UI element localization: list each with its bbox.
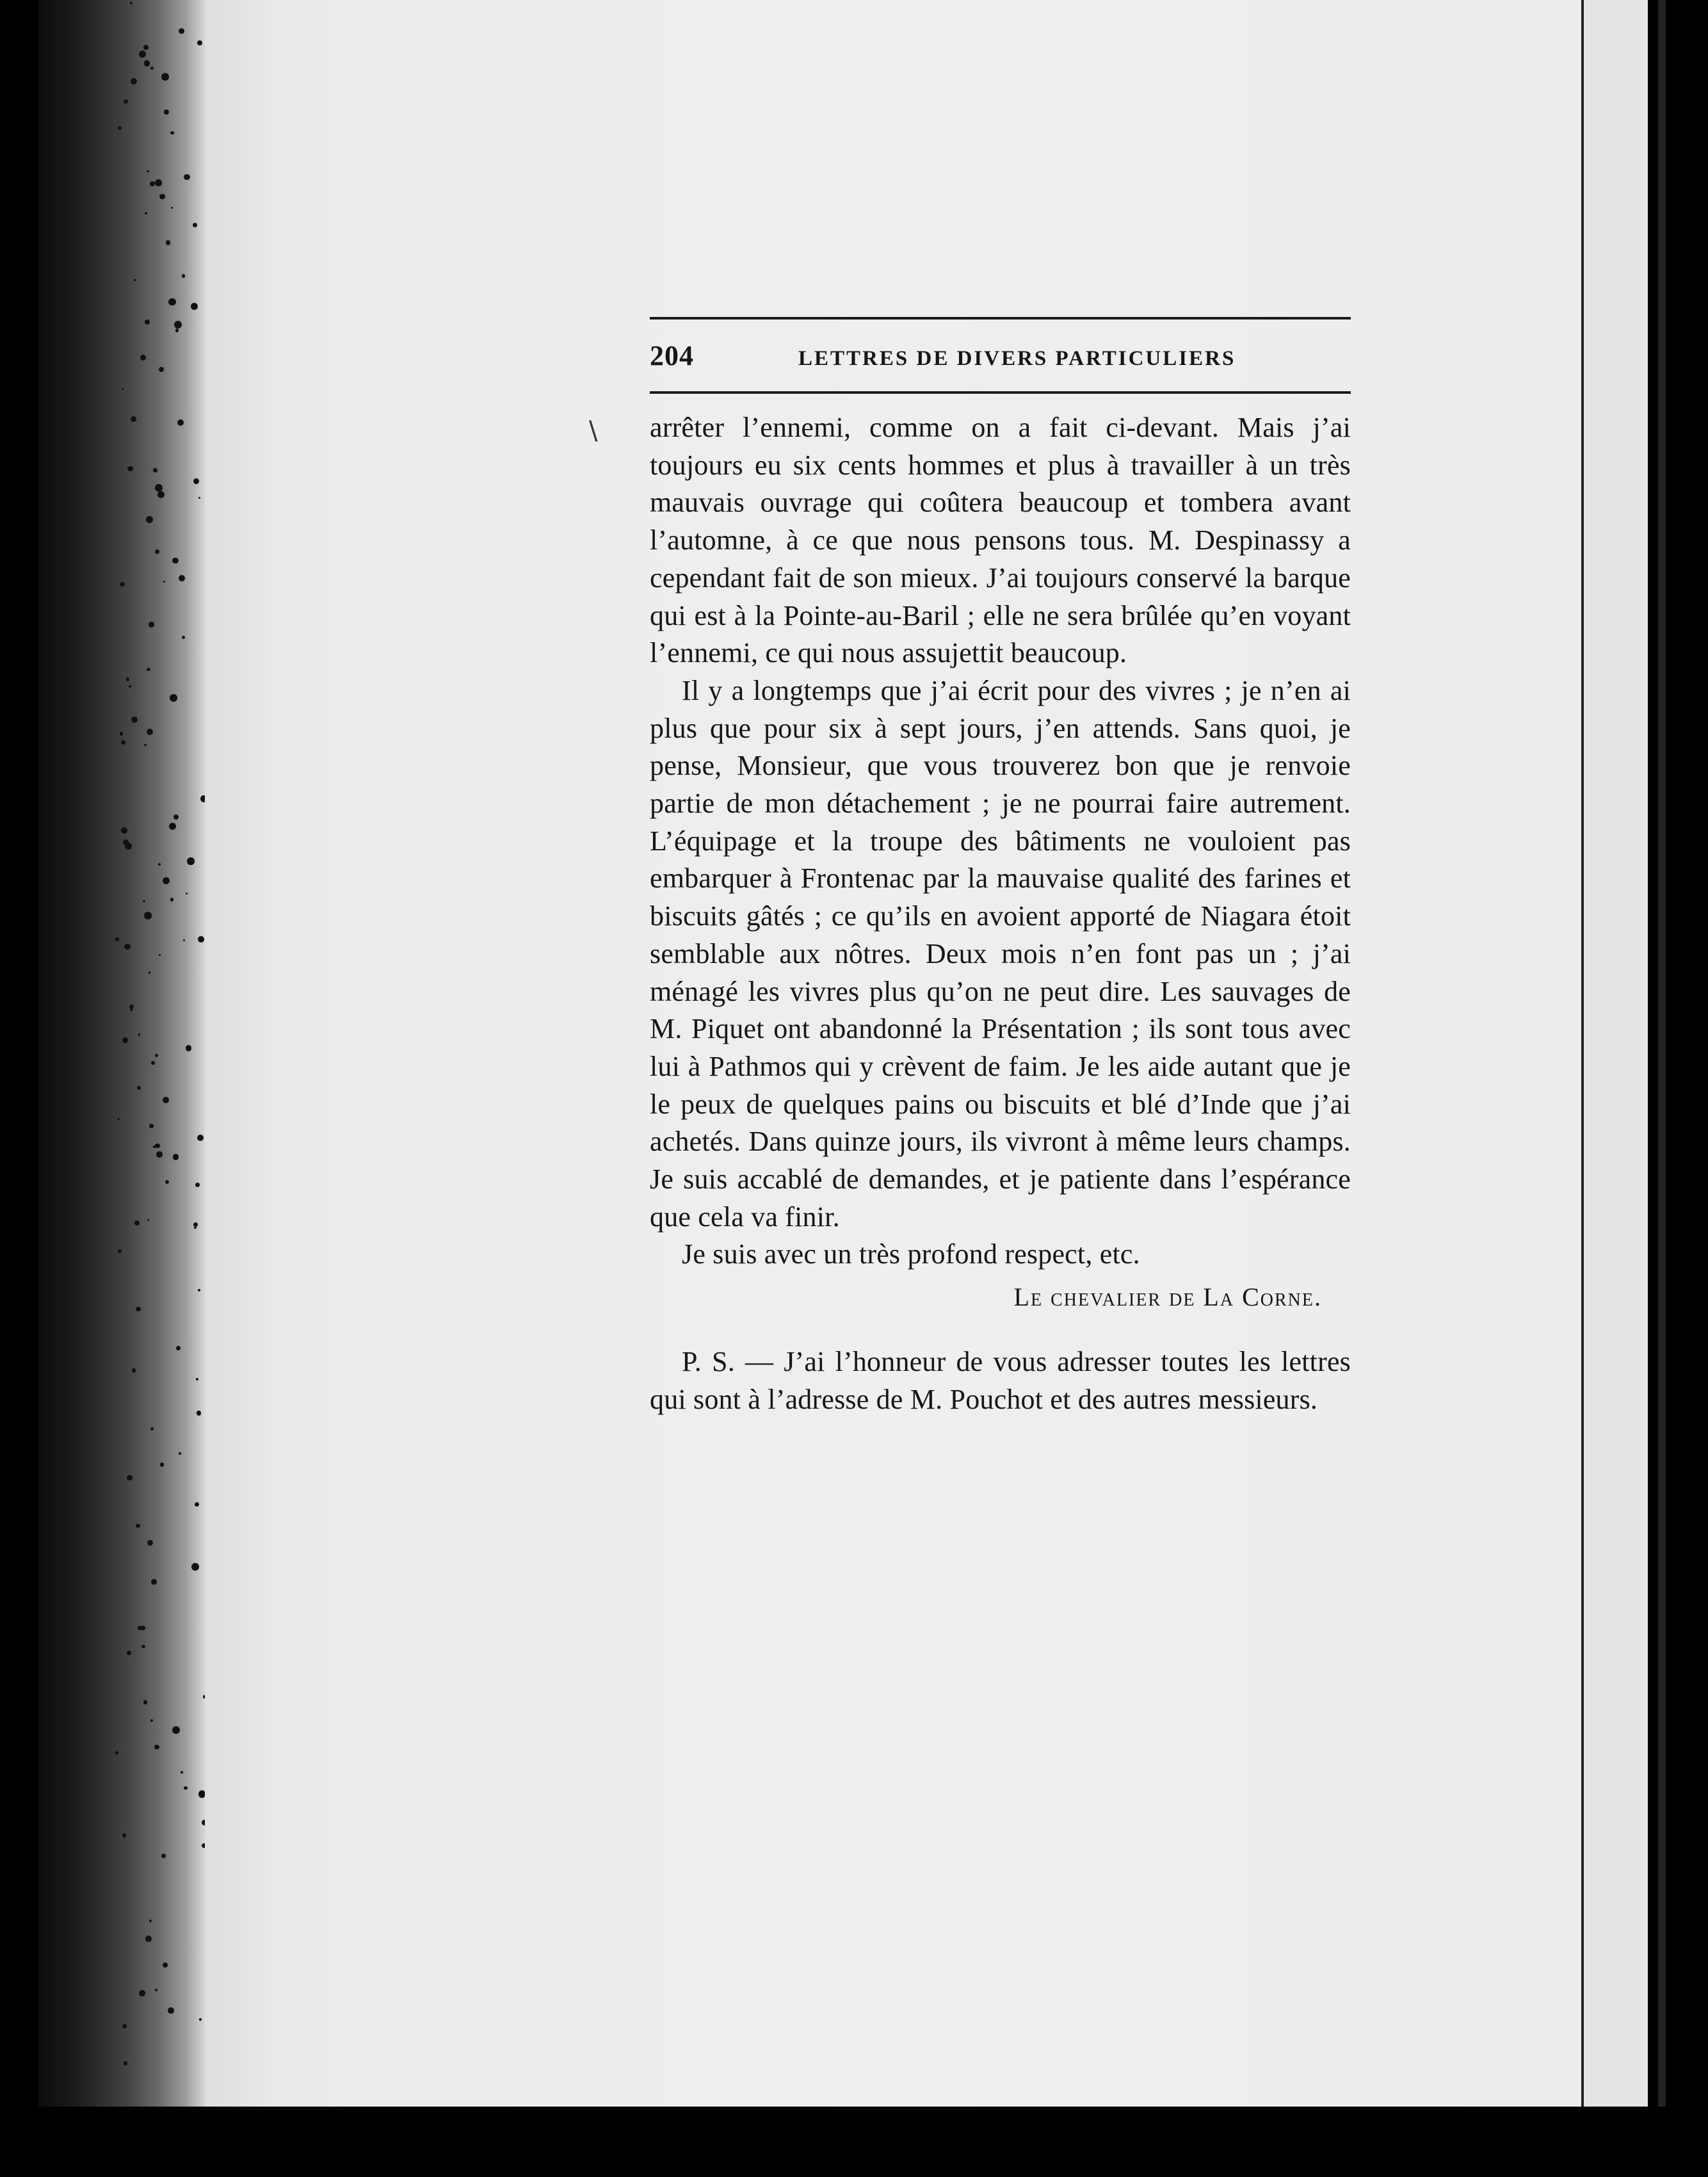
scan-speck	[155, 1054, 158, 1057]
scan-speck	[163, 1963, 168, 1968]
scan-speck	[186, 1045, 192, 1051]
scan-speck	[132, 1368, 136, 1373]
signature: Le chevalier de La Corne.	[1013, 1283, 1322, 1312]
scan-speck	[184, 1786, 187, 1790]
scan-speck	[154, 1745, 159, 1749]
scan-speck	[193, 478, 199, 484]
scan-speck	[127, 1475, 132, 1480]
paragraph: arrêter l’ennemi, comme on a fait ci-devant. Mais j’ai toujours eu six cents hommes et plus à travailler à un très mauvais ouvrage qui coûtera beaucoup et tombera avant l’automne, à ce que nous pensons tous. M. Despinassy a cependant fait de son mieux. J’ai toujours conservé la barque qui est à la Pointe-au-Baril ; elle ne sera brûlée qu’en voyant l’ennemi, ce qui nous assujettit beaucoup.	[650, 412, 1351, 669]
scan-speck	[156, 1151, 163, 1158]
scan-speck	[183, 939, 185, 941]
scan-speck	[144, 744, 146, 746]
header-rule-top	[650, 317, 1351, 320]
scan-speck	[151, 1579, 156, 1584]
scan-speck	[150, 1427, 154, 1430]
scan-speck	[191, 1563, 199, 1571]
scan-speck	[144, 912, 152, 919]
scan-speck	[186, 893, 188, 894]
scan-speck	[149, 1124, 154, 1128]
scan-speck	[139, 1990, 145, 1996]
scan-speck	[124, 944, 131, 950]
scan-speck	[136, 1524, 140, 1528]
scan-speck	[170, 694, 177, 702]
scan-speck	[149, 1920, 152, 1922]
scan-speck	[145, 320, 150, 325]
running-head	[650, 334, 1351, 378]
scan-speck	[170, 898, 173, 901]
scan-speck	[117, 1118, 120, 1121]
scan-speck	[155, 1144, 159, 1148]
scan-speck	[195, 1183, 200, 1187]
scan-speck	[194, 1227, 197, 1229]
text-block	[650, 317, 1351, 1418]
scan-speck	[147, 668, 150, 671]
scan-speck	[124, 2061, 128, 2066]
scan-speck	[198, 1289, 200, 1291]
scan-speck	[184, 174, 189, 180]
scan-speck	[155, 179, 162, 186]
scan-speck	[149, 622, 154, 627]
scan-speck	[122, 388, 124, 391]
scan-speck	[196, 1378, 198, 1380]
margin-speck: \	[589, 416, 598, 446]
scan-speck	[155, 484, 163, 492]
scan-speck	[147, 729, 153, 735]
scan-speck	[198, 497, 201, 499]
scan-speck	[145, 212, 147, 214]
scan-speck	[120, 582, 124, 587]
scan-speck	[179, 28, 184, 34]
scan-speck	[197, 1411, 201, 1415]
scan-speck	[171, 207, 173, 209]
scan-speck	[170, 131, 174, 135]
scan-speck	[122, 1833, 126, 1837]
page-number: 204	[650, 340, 694, 371]
scan-speck	[161, 1854, 166, 1858]
scan-speck	[150, 67, 154, 70]
scan-speck	[177, 419, 184, 426]
scan-speck	[179, 1452, 181, 1455]
postscript: P. S. — J’ai l’honneur de vous adresser toutes les lettres qui sont à l’adresse de M. Pouchot et des autres messieurs.	[650, 1345, 1351, 1415]
scan-speck	[173, 1154, 179, 1160]
scan-speck	[130, 1009, 133, 1012]
scan-speck	[153, 468, 157, 473]
scan-speck	[163, 1097, 169, 1103]
scan-speck	[169, 823, 176, 830]
scan-speck	[168, 298, 176, 306]
scan-speck	[149, 971, 150, 973]
scan-speck	[175, 328, 179, 332]
scan-speck	[187, 857, 195, 865]
scan-speck	[164, 109, 170, 115]
scan-speck	[131, 78, 137, 85]
scan-speck	[197, 40, 202, 45]
scan-speck	[129, 685, 131, 688]
scan-speck	[141, 1645, 145, 1648]
bottom-edge	[0, 2107, 1708, 2177]
scan-speck	[155, 1989, 157, 1991]
scan-speck	[143, 1700, 148, 1704]
scan-speck	[163, 877, 170, 884]
scan-speck	[126, 677, 129, 681]
scan-speck	[134, 1220, 140, 1226]
scan-speck	[172, 558, 178, 563]
scan-speck	[157, 491, 165, 498]
scan-speck	[144, 60, 150, 67]
scan-speck	[193, 223, 197, 227]
scan-speck	[159, 367, 164, 372]
scan-speck	[134, 279, 136, 282]
scan-speck	[165, 1180, 169, 1184]
scan-speck	[137, 1086, 141, 1090]
scan-speck	[131, 416, 136, 422]
scan-speck	[174, 321, 182, 328]
scan-speck	[121, 827, 127, 834]
scan-speck	[147, 170, 149, 173]
scan-speck	[122, 2024, 127, 2028]
scan-speck	[120, 732, 123, 735]
scan-speck	[124, 99, 128, 104]
scan-speck	[172, 1726, 180, 1734]
scan-speck	[151, 1061, 154, 1064]
scan-speck	[127, 466, 133, 472]
scan-speck	[195, 1502, 199, 1507]
scan-speck	[130, 2, 133, 4]
scan-speck	[143, 900, 145, 903]
scan-speck	[173, 814, 179, 820]
scan-speck	[136, 1307, 140, 1311]
scan-speck	[161, 73, 169, 81]
scan-speck	[146, 516, 153, 523]
letter-body	[650, 409, 1351, 1418]
scan-speck	[160, 1462, 165, 1467]
scan-speck	[163, 581, 165, 583]
scan-speck	[143, 45, 149, 50]
scan-speck	[145, 1936, 152, 1942]
scan-speck	[147, 1219, 149, 1221]
scan-speck	[155, 549, 159, 554]
scan-speck	[122, 1037, 128, 1043]
scan-speck	[176, 1346, 181, 1350]
scan-speck	[150, 181, 155, 186]
scan-speck	[166, 240, 170, 245]
scan-speck	[191, 303, 197, 309]
closing-line: Je suis avec un très profond respect, etc.	[682, 1238, 1140, 1270]
scan-speck	[182, 274, 185, 277]
header-rule-bottom	[650, 391, 1351, 394]
scan-speck	[121, 740, 125, 745]
scan-speck	[127, 1651, 131, 1655]
scan-speck	[182, 636, 185, 639]
scan-speck	[118, 126, 122, 130]
scan-speck	[197, 1135, 204, 1141]
scan-speck	[150, 1719, 153, 1722]
scan-speck	[179, 575, 185, 581]
scan-speck	[168, 2007, 174, 2014]
scan-speck	[115, 937, 119, 941]
scan-speck	[139, 51, 146, 58]
scan-speck	[140, 355, 146, 360]
scan-speck	[115, 1751, 118, 1754]
paragraph: Il y a longtemps que j’ai écrit pour des vivres ; je n’en ai plus que pour six à sept jours, j’en attends. Sans quoi, je pense, Monsieur, que vous trouverez bon que je renvoie partie de mon détachement ; je ne pourrai faire autrement. L’équipage et la troupe des bâtiments ne vouloient pas embarquer à Frontenac par la mauvaise qualité des farines et biscuits gâtés ; ce qu’ils en avoient apporté de Niagara étoit semblable aux nôtres. Deux mois n’en font pas un ; j’ai ménagé les vivres plus qu’on ne peut dire. Les sauvages de M. Piquet ont abandonné la Présentation ; ils sont tous avec lui à Pathmos qui y crèvent de faim. Je les aide autant que je le peux de quelques pains ou biscuits et blé d’Inde que j’ai achetés. Dans quinze jours, ils vivront à même leurs champs. Je suis accablé de demandes, et je patiente dans l’espérance que cela va finir.	[650, 674, 1351, 1233]
scan-speck	[118, 1249, 122, 1253]
scan-speck	[125, 843, 132, 850]
scan-speck	[158, 863, 161, 866]
scan-speck	[193, 1222, 198, 1227]
scan-speck	[129, 1005, 134, 1009]
running-title: LETTRES DE DIVERS PARTICULIERS	[798, 347, 1236, 370]
scan-speck	[199, 2018, 201, 2020]
scan-speck	[181, 1771, 183, 1774]
scan-speck	[147, 1540, 153, 1546]
scan-speck	[198, 936, 204, 943]
scan-speck	[138, 1033, 141, 1036]
scan-speck	[159, 954, 161, 956]
scan-speck	[131, 716, 138, 723]
scan-speck	[159, 194, 165, 200]
next-page-edge	[1581, 0, 1648, 2113]
page-edge-shadow	[1658, 0, 1666, 2113]
book-gutter	[38, 0, 211, 2119]
